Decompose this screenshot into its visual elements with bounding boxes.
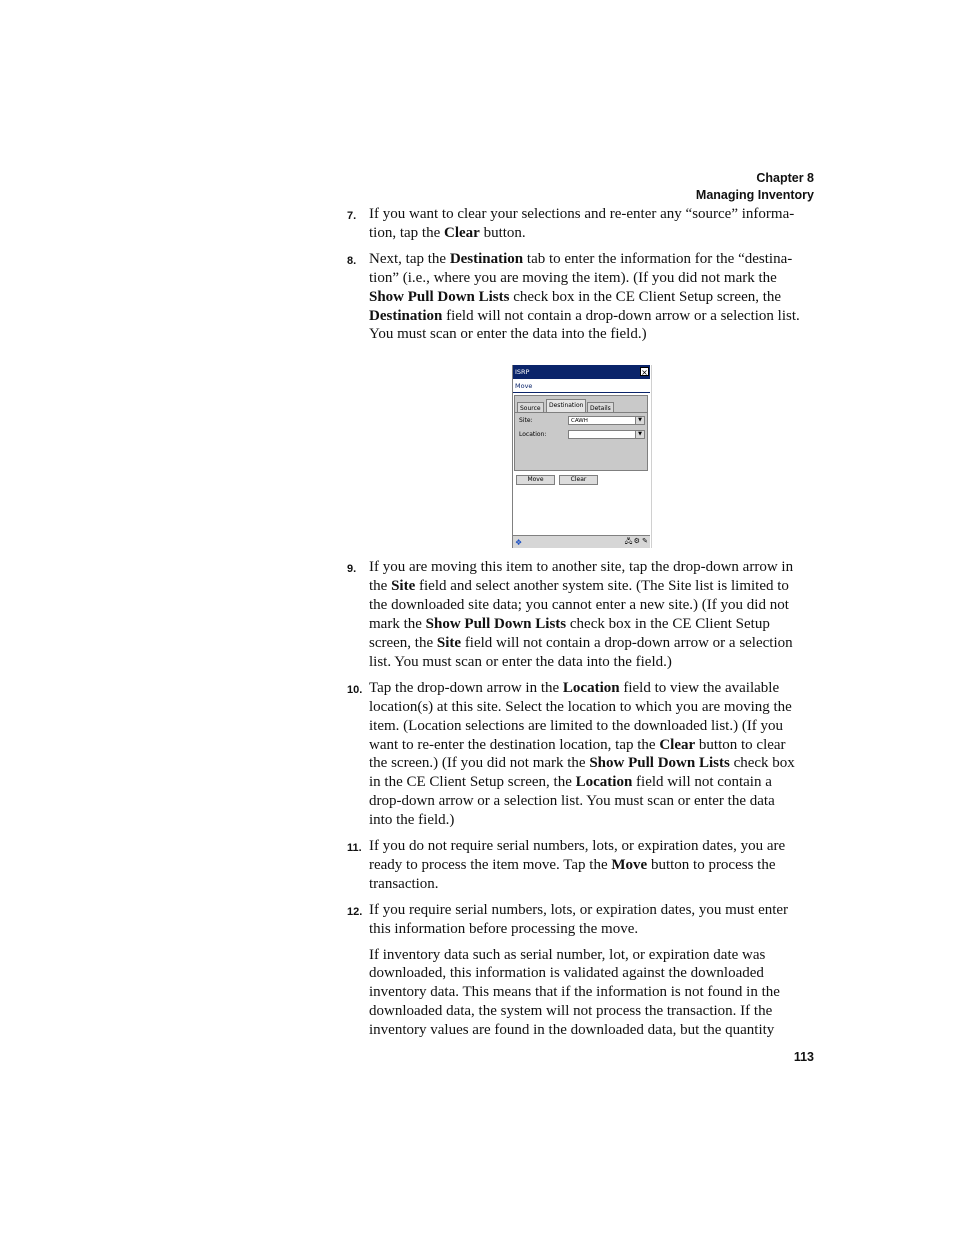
site-value: CAWH	[571, 418, 588, 425]
step-text: If you require serial numbers, lots, or expiration dates, you must enter this information before processing the move.	[369, 901, 789, 937]
window-titlebar	[513, 365, 650, 379]
clear-button[interactable]: Clear	[559, 475, 598, 485]
step-number: 10.	[347, 683, 363, 696]
page-number: 113	[793, 1050, 814, 1064]
tab-details[interactable]: Details	[587, 402, 614, 413]
location-dropdown[interactable]	[568, 430, 645, 439]
system-tray	[625, 537, 648, 548]
taskbar	[513, 535, 650, 548]
move-button[interactable]: Move	[516, 475, 555, 485]
close-icon[interactable]: ×	[641, 368, 648, 378]
step-11	[347, 837, 813, 894]
step-number: 12.	[347, 905, 363, 918]
menu-move[interactable]: Move	[515, 382, 533, 391]
step-10	[347, 679, 813, 830]
step-12-continuation: If inventory data such as serial number, lot, or expiration date was downloaded, this information is validated against the downloaded inventory data. This means that if the information is not found in the downloaded data, the system will not process the transaction. If the inventory values are found in the downloaded data, but the quantity	[369, 946, 780, 1039]
tab-destination[interactable]: Destination	[546, 399, 586, 413]
location-label: Location:	[519, 431, 547, 439]
chevron-down-icon[interactable]: ▼	[635, 431, 644, 438]
step-number: 9.	[347, 563, 357, 576]
step-text: If you do not require serial numbers, lots, or expiration dates, you are ready to process the item move. Tap the Move button to process the transaction.	[369, 838, 786, 892]
site-dropdown[interactable]	[568, 416, 645, 425]
step-text: If you are moving this item to another site, tap the drop-down arrow in the Site field and select another system site. (The Site list is limited to the downloaded site data; you cannot enter a new site.) (If you did not mark the Show Pull Down Lists check box in the CE Client Setup screen, the Site field will not contain a drop-down arrow or a selection list. You must scan or enter the data into the field.)	[369, 559, 794, 670]
step-12	[347, 901, 813, 939]
step-8	[347, 250, 813, 345]
step-text: If you want to clear your selections and re-enter any “source” informa- tion, tap the Clear button.	[369, 206, 795, 241]
input-panel-icon[interactable]: ✎	[642, 537, 647, 546]
tab-baseline	[515, 412, 647, 413]
site-label: Site:	[519, 417, 533, 425]
chevron-down-icon[interactable]: ▼	[635, 417, 644, 424]
device-screenshot	[512, 365, 652, 548]
running-head	[696, 170, 814, 204]
menu-divider	[513, 392, 650, 393]
tab-panel	[514, 395, 648, 471]
page-content	[347, 205, 813, 1040]
window-title: ISRP	[515, 368, 530, 377]
step-9	[347, 558, 813, 671]
start-icon[interactable]: ❖	[515, 538, 523, 548]
step-7	[347, 205, 813, 243]
network-icon[interactable]: 🖧	[624, 537, 632, 546]
step-number: 8.	[347, 254, 357, 267]
step-text: Tap the drop-down arrow in the Location field to view the available location(s) at this site. Select the location to which you are moving the item. (Location selections are limited to the downloaded list.) (If you want to re-enter the destination location, tap the Clear button to clear the screen.) (If you did not mark the Show Pull Down Lists check box in the CE Client Setup screen, the Location field will not contain a drop-down arrow or a selection list. You must scan or enter the data into the field.)	[369, 679, 795, 829]
chapter-label: Chapter 8	[756, 171, 814, 185]
step-number: 7.	[347, 210, 357, 222]
section-title: Managing Inventory	[695, 188, 814, 202]
tab-source[interactable]: Source	[517, 402, 544, 413]
step-number: 11.	[347, 842, 362, 855]
step-text: Next, tap the Destination tab to enter the information for the “destina- tion” (i.e., where you are moving the item). (If you did not mark the Show Pull Down Lists check box in the CE Client Setup screen, the Destination field will not contain a drop-down arrow or a selection list. You must scan or enter the data into the field.)	[369, 250, 800, 343]
settings-icon[interactable]: ⚙	[633, 537, 639, 546]
